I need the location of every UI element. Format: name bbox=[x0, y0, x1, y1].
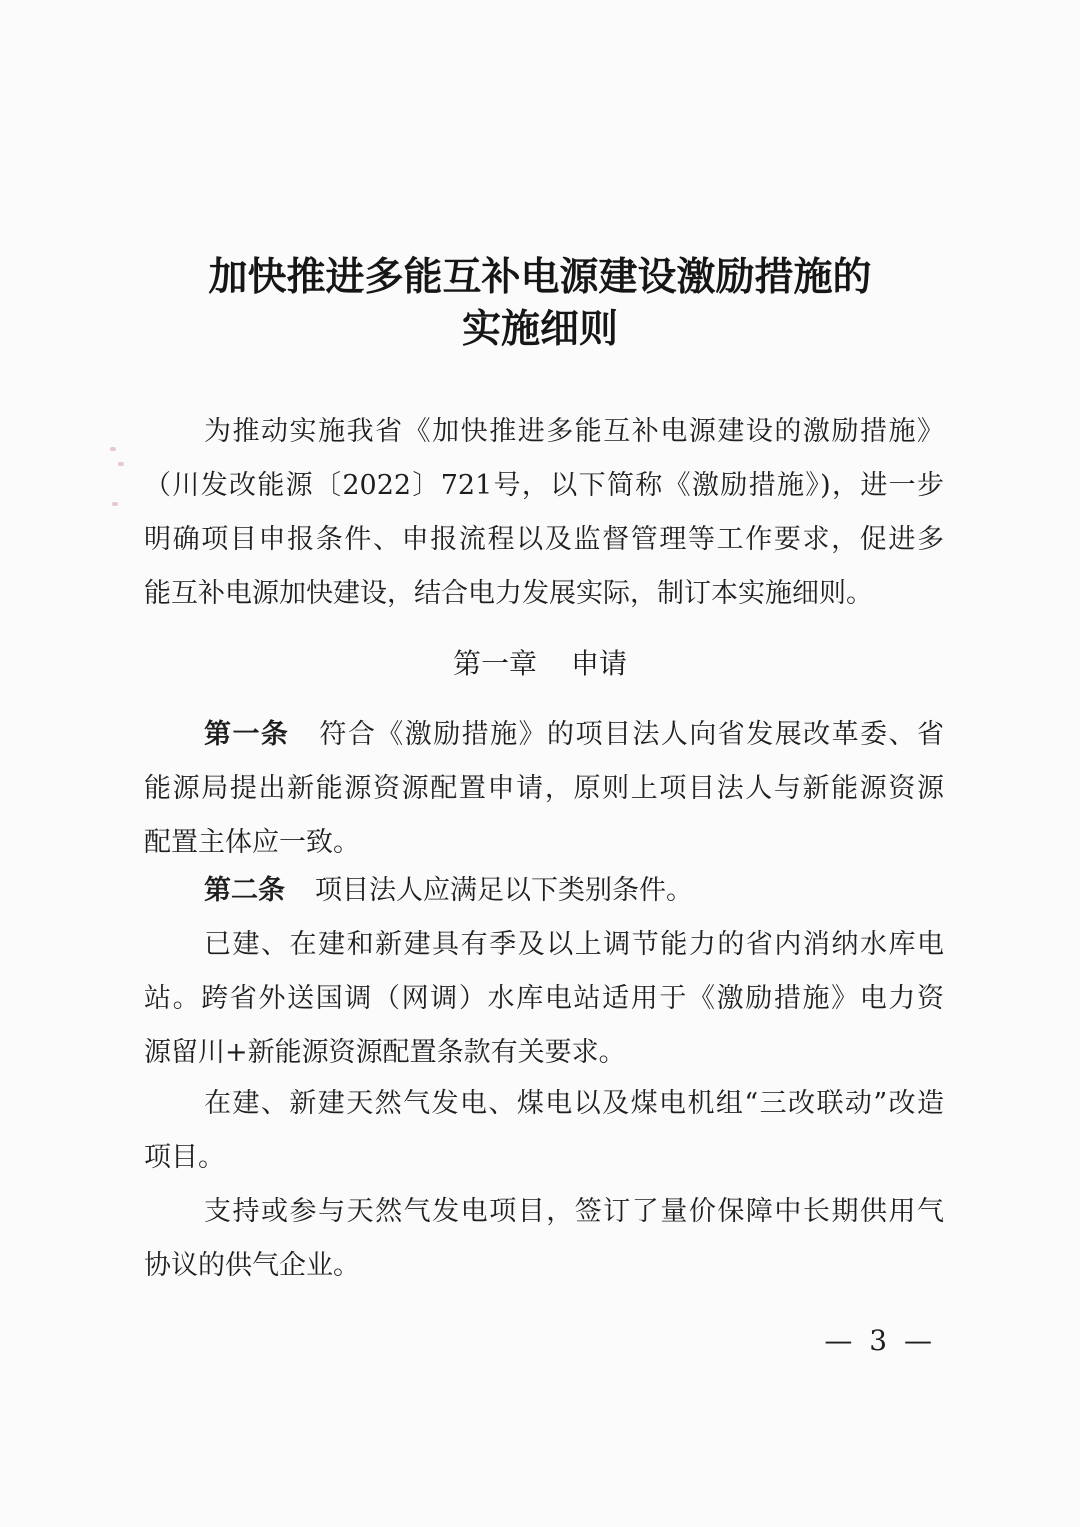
category3-line-2: 协议的供气企业。 bbox=[144, 1250, 360, 1281]
document-title-line2: 实施细则 bbox=[461, 306, 618, 352]
intro-line-2: （川发改能源〔2022〕721号，以下简称《激励措施》)，进一步 bbox=[144, 470, 944, 501]
scan-speck bbox=[118, 462, 124, 466]
category2-line-1: 在建、新建天然气发电、煤电以及煤电机组“三改联动”改造 bbox=[204, 1088, 944, 1119]
article2-text: 项目法人应满足以下类别条件。 bbox=[315, 875, 693, 906]
category2-line-2: 项目。 bbox=[144, 1142, 225, 1173]
intro-line-1: 为推动实施我省《加快推进多能互补电源建设的激励措施》 bbox=[204, 416, 944, 447]
article2-line bbox=[204, 871, 944, 911]
intro-line-4: 能互补电源加快建设，结合电力发展实际，制订本实施细则。 bbox=[144, 578, 873, 609]
chapter-label: 第一章 bbox=[452, 647, 537, 680]
category1-line-2: 站。跨省外送国调（网调）水库电站适用于《激励措施》电力资 bbox=[144, 983, 944, 1014]
chapter-heading bbox=[0, 644, 1080, 684]
article1-line-3: 配置主体应一致。 bbox=[144, 827, 360, 858]
intro-line-3: 明确项目申报条件、申报流程以及监督管理等工作要求，促进多 bbox=[144, 524, 944, 555]
category3-line-1: 支持或参与天然气发电项目，签订了量价保障中长期供用气 bbox=[204, 1196, 944, 1227]
article1-text-1: 符合《激励措施》的项目法人向省发展改革委、省 bbox=[319, 719, 944, 750]
document-title-line1: 加快推进多能互补电源建设激励措施的 bbox=[208, 254, 872, 300]
scan-speck bbox=[110, 447, 116, 451]
page-number: — 3 — bbox=[824, 1324, 936, 1357]
scan-speck bbox=[112, 502, 118, 506]
article1-line-2: 能源局提出新能源资源配置申请，原则上项目法人与新能源资源 bbox=[144, 773, 944, 804]
article1-label: 第一条 bbox=[204, 719, 290, 750]
category1-line-3: 源留川+新能源资源配置条款有关要求。 bbox=[144, 1037, 626, 1068]
article1-line-1 bbox=[204, 715, 944, 755]
category1-line-1: 已建、在建和新建具有季及以上调节能力的省内消纳水库电 bbox=[204, 929, 944, 960]
article2-label: 第二条 bbox=[204, 875, 285, 906]
chapter-name: 申请 bbox=[571, 647, 628, 680]
